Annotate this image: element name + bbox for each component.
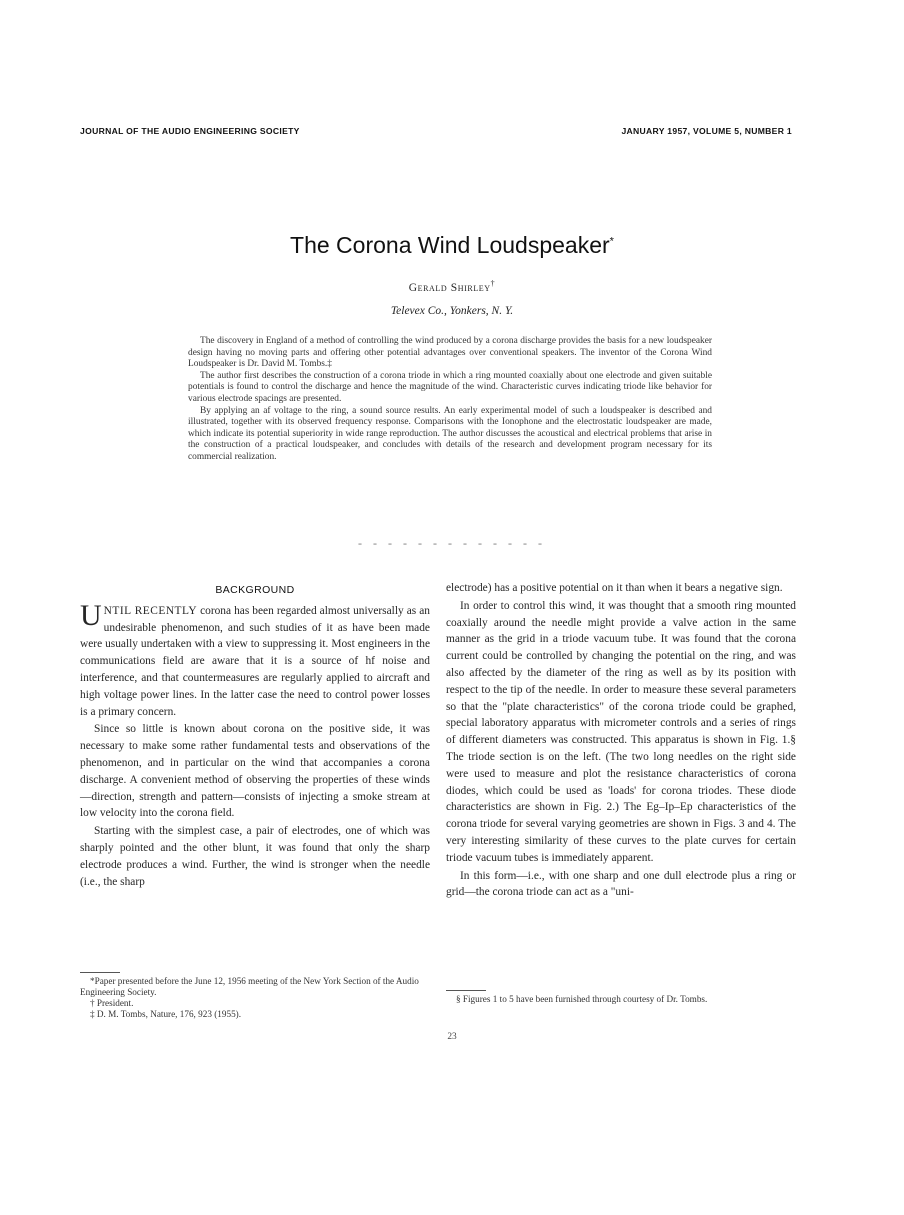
abstract-paragraph: By applying an af voltage to the ring, a sound source results. An early experimental model of such a loudspeaker is described and illustrated, together with its observed frequency response. Comparisons with the Ionophone and the electrostatic loudspeaker are made, which indicate its potential superiority in wide range reproduction. The author discusses the acoustical and electrical problems that arise in the construction of a practical loudspeaker, and concludes with details of the research and development program necessary for its commercial realization. [188,405,712,462]
paragraph-text: corona has been regarded almost universally as an undesirable phenomenon, and such studies of it as have been made were usually undertaken with a view to suppressing it. Most engineers in the communications field are aware that it is a source of hf noise and interference, and that countermeasures are regularly applied to aircraft and high voltage power lines. In the latter case the need to control power losses is a primary concern. [80,604,430,718]
body-paragraph: Starting with the simplest case, a pair of electrodes, one of which was sharply pointed and the other blunt, it was found that only the sharp electrode produces a wind. Further, the wind is stronger when the needle (i.e., the sharp [80,825,430,888]
footnote: *Paper presented before the June 12, 1956 meeting of the New York Section of the Audio Engineering Society. [80,976,419,997]
body-paragraph: Since so little is known about corona on the positive side, it was necessary to make some rather fundamental tests and observations of the phenomenon, and in particular on the wind that accompanies a corona discharge. A convenient method of observing the properties of these winds—direction, strength and pattern—consists of injecting a smoke stream at low velocity into the corona field. [80,723,430,820]
title-footnote-mark: * [609,235,614,248]
footnote: § Figures 1 to 5 have been furnished through courtesy of Dr. Tombs. [456,994,708,1004]
body-paragraph: In order to control this wind, it was thought that a smooth ring mounted coaxially around the needle might provide a valve action in the same manner as the grid in a triode vacuum tube. It was found that the corona current could be controlled by changing the potential on the ring, and was also affected by the diameter of the ring as well as by its position with respect to the tip of the needle. In order to measure these several parameters so that the "plate characteristics" of the corona triode could be graphed, special laboratory apparatus with micrometer controls and a series of rings of different diameters was constructed. This apparatus is shown in Fig. 1.§ The triode section is on the left. (The two long needles on the right side were used to measure and plot the resistance characteristics of corona diodes, which could be used as 'loads' for corona triodes. These diode characteristics are shown in Fig. 2.) The Eg–Ip–Ep characteristics of the corona triode for several varying geometries are shown in Figs. 3 and 4. The very interesting similarity of these curves to the plate curves for certain triode vacuum tubes is immediately apparent. [446,599,796,864]
affiliation: Televex Co., Yonkers, N. Y. [390,305,514,317]
left-column [80,582,430,891]
article-title [0,232,904,259]
journal-name: JOURNAL OF THE AUDIO ENGINEERING SOCIETY [80,126,300,136]
footnote-rule [446,990,486,991]
body-paragraph: In this form—i.e., with one sharp and one dull electrode plus a ring or grid—the corona triode can act as a "uni- [446,869,796,899]
figure-credit-footnote [446,990,796,1005]
author-footnote-mark: † [490,279,496,288]
title-text: The Corona Wind Loudspeaker [290,232,610,258]
right-column [446,580,796,902]
footnote: † President. [90,998,134,1008]
abstract [188,336,712,464]
body-paragraph [80,598,430,721]
footnote: ‡ D. M. Tombs, Nature, 176, 923 (1955). [90,1009,242,1019]
footnotes [80,972,430,1020]
page-number: 23 [447,1032,457,1042]
section-heading: BACKGROUND [215,584,295,596]
footnote-rule [80,972,120,973]
issue-info: JANUARY 1957, VOLUME 5, NUMBER 1 [621,126,792,136]
author [0,279,904,294]
abstract-paragraph: The discovery in England of a method of controlling the wind produced by a corona discharge provides the basis for a new loudspeaker design having no moving parts and offering other potential advantages over conventional speakers. The inventor of the Corona Wind Loudspeaker is Dr. David M. Tombs.‡ [188,336,712,370]
abstract-paragraph: The author first describes the construction of a corona triode in which a ring mounted coaxially about one electrode and given suitable potentials is found to control the discharge and hence the magnitude of the wind. Characteristic curves indicating triode like behavior for various electrode spacings are presented. [188,370,712,404]
section-separator: - - - - - - - - - - - - - [358,536,546,550]
opening-words: NTIL RECENTLY [103,604,198,617]
author-name: Gerald Shirley [408,281,491,294]
body-paragraph: electrode) has a positive potential on it than when it bears a negative sign. [446,582,783,594]
drop-cap: U [80,598,102,632]
